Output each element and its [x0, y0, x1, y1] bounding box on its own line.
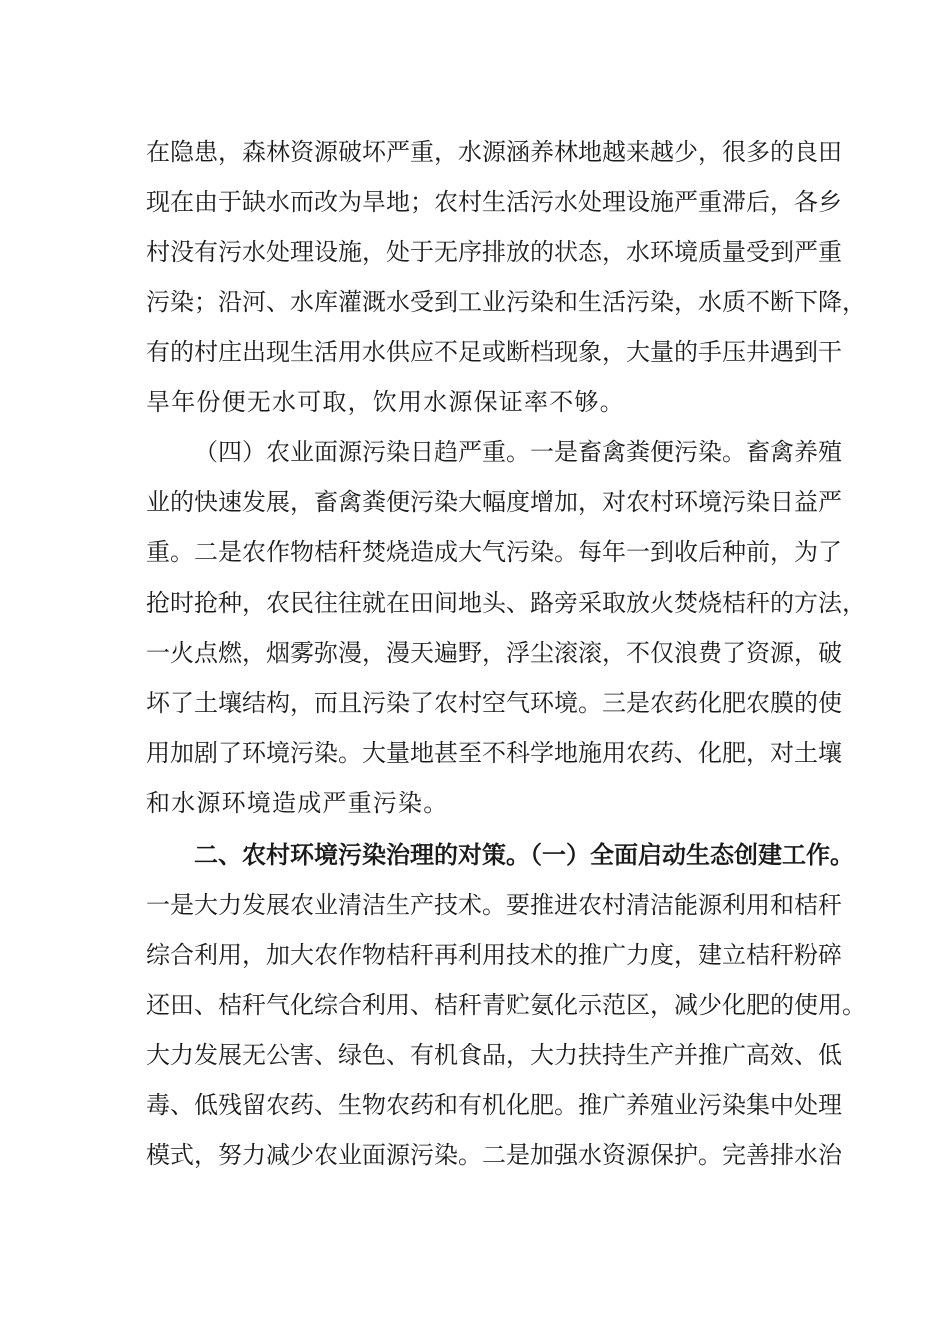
paragraph-line: 重。二是农作物桔秆焚烧造成大气污染。每年一到收后种前，为了 — [146, 538, 842, 566]
section-heading: 二、农村环境污染治理的对策。（一）全面启动生态创建工作。 — [194, 840, 854, 869]
paragraph-line: 有的村庄出现生活用水供应不足或断档现象，大量的手压井遇到干 — [146, 338, 842, 366]
paragraph-line: 和水源环境造成严重污染。 — [146, 789, 449, 817]
paragraph-line: 旱年份便无水可取，饮用水源保证率不够。 — [146, 388, 625, 416]
paragraph-line: 业的快速发展，畜禽粪便污染大幅度增加，对农村环境污染日益严 — [146, 488, 842, 516]
paragraph-line: 一是大力发展农业清洁生产技术。要推进农村清洁能源利用和桔秆 — [146, 891, 842, 919]
paragraph-line: （四）农业面源污染日趋严重。一是畜禽粪便污染。畜禽养殖 — [194, 438, 842, 466]
paragraph-line: 现在由于缺水而改为旱地；农村生活污水处理设施严重滞后，各乡 — [146, 188, 842, 216]
paragraph-line: 村没有污水处理设施，处于无序排放的状态，水环境质量受到严重 — [146, 238, 842, 266]
paragraph-line: 在隐患，森林资源破坏严重，水源涵养林地越来越少，很多的良田 — [146, 138, 842, 166]
paragraph-line: 大力发展无公害、绿色、有机食品，大力扶持生产并推广高效、低 — [146, 1041, 842, 1069]
paragraph-line: 抢时抢种，农民往往就在田间地头、路旁采取放火焚烧桔秆的方法， — [146, 589, 866, 617]
paragraph-line: 还田、桔秆气化综合利用、桔秆青贮氨化示范区，减少化肥的使用。 — [146, 991, 866, 1019]
paragraph-line: 综合利用，加大农作物桔秆再利用技术的推广力度，建立桔秆粉碎 — [146, 941, 842, 969]
paragraph-line: 用加剧了环境污染。大量地甚至不科学地施用农药、化肥，对土壤 — [146, 739, 842, 767]
paragraph-line: 坏了土壤结构，而且污染了农村空气环境。三是农药化肥农膜的使 — [146, 689, 842, 717]
paragraph-line: 毒、低残留农药、生物农药和有机化肥。推广养殖业污染集中处理 — [146, 1091, 842, 1119]
paragraph-line: 模式，努力减少农业面源污染。二是加强水资源保护。完善排水治 — [146, 1141, 842, 1169]
paragraph-line: 一火点燃，烟雾弥漫，漫天遍野，浮尘滚滚，不仅浪费了资源，破 — [146, 639, 842, 667]
paragraph-line: 污染；沿河、水库灌溉水受到工业污染和生活污染，水质不断下降， — [146, 288, 866, 316]
